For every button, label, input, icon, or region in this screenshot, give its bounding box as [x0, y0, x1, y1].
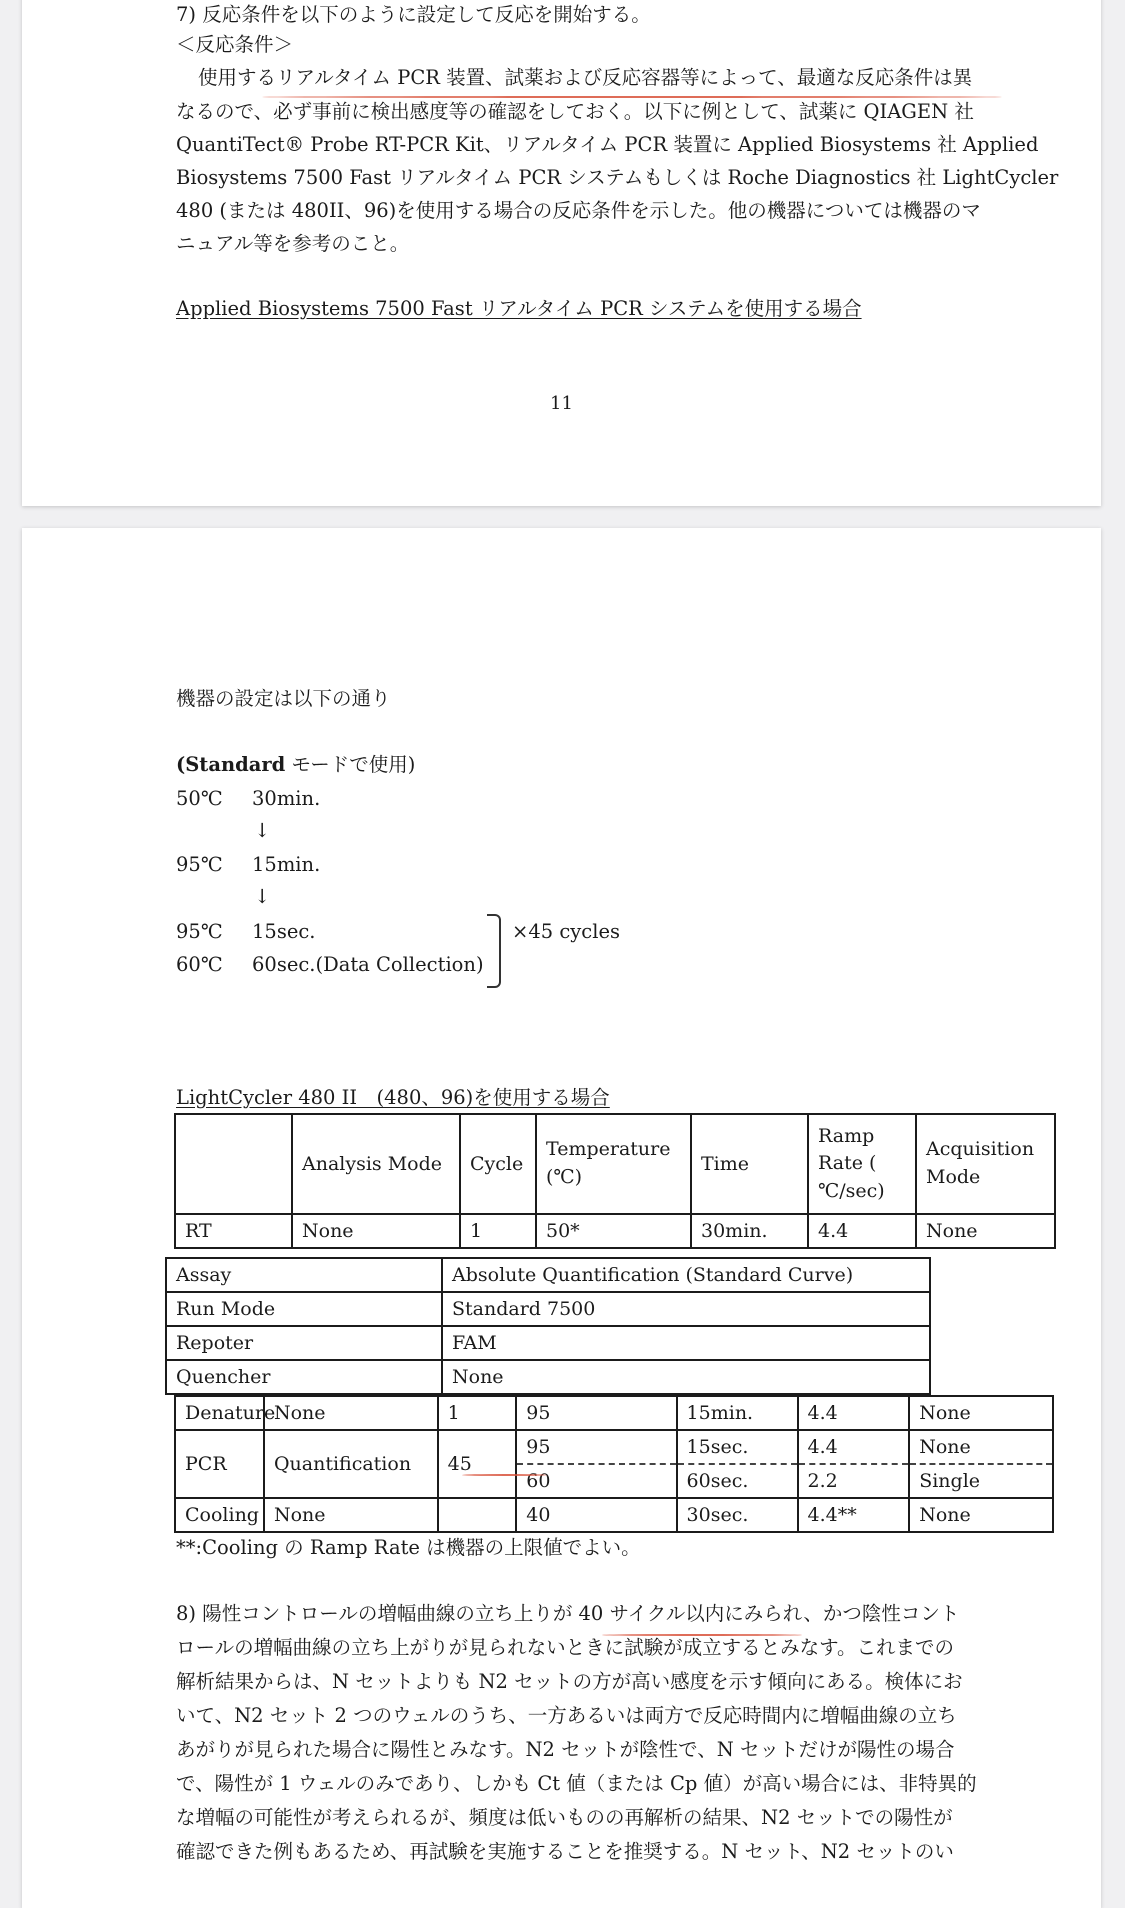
- table-cell: None: [916, 1214, 1055, 1248]
- table-cell: 40: [516, 1498, 676, 1532]
- table-cell: 95: [516, 1430, 676, 1464]
- table-cell: None: [909, 1430, 1053, 1464]
- down-arrow-icon: ↓: [254, 885, 271, 908]
- table-cell: 95: [516, 1396, 676, 1430]
- table-cell: 4.4: [808, 1214, 916, 1248]
- annotation-underline: [262, 96, 1002, 98]
- header-cell: Acquisition Mode: [916, 1114, 1055, 1214]
- annotation-underline: [462, 1474, 547, 1476]
- table-cell: 60: [516, 1464, 676, 1498]
- paragraph-line: QuantiTect® Probe RT-PCR Kit、リアルタイム PCR 装置に Applied Biosystems 社 Applied: [176, 133, 1039, 156]
- table-cell: Absolute Quantification (Standard Curve): [442, 1258, 930, 1292]
- header-cell: Time: [691, 1114, 808, 1214]
- table-cell: None: [264, 1396, 438, 1430]
- table-cell: Assay: [166, 1258, 442, 1292]
- table-cell: Denature: [175, 1396, 264, 1430]
- table-header-row: [175, 1114, 1055, 1214]
- page-number: 11: [550, 393, 573, 414]
- table-cell: None: [909, 1396, 1053, 1430]
- lightcycler-heading: LightCycler 480 II (480、96)を使用する場合: [176, 1086, 610, 1109]
- section-8-line: 確認できた例もあるため、再試験を実施することを推奨する。N セット、N2 セットのい: [176, 1840, 954, 1863]
- settings-intro: 機器の設定は以下の通り: [176, 687, 391, 710]
- header-cell: [175, 1114, 292, 1214]
- table-cell: 2.2: [798, 1464, 910, 1498]
- table-footnote: **:Cooling の Ramp Rate は機器の上限値でよい。: [176, 1536, 641, 1559]
- table-cell: None: [442, 1360, 930, 1394]
- header-cell: Temperature (℃): [536, 1114, 691, 1214]
- table-row: [166, 1360, 930, 1394]
- table-cell: PCR: [175, 1430, 264, 1498]
- table-cell: 15min.: [677, 1396, 798, 1430]
- table-cell: Standard 7500: [442, 1292, 930, 1326]
- section-8-line: ロールの増幅曲線の立ち上がりが見られないときに試験が成立するとみなす。これまでの: [176, 1636, 955, 1659]
- paragraph-line: なるので、必ず事前に検出感度等の確認をしておく。以下に例として、試薬に QIAGEN 社: [176, 100, 974, 123]
- paragraph-line: 480 (または 480II、96)を使用する場合の反応条件を示した。他の機器については機器のマ: [176, 199, 981, 222]
- table-cell: 45: [438, 1430, 517, 1498]
- table-row: [166, 1326, 930, 1360]
- annotation-underline: [602, 1634, 802, 1636]
- table-row: [175, 1430, 1053, 1464]
- table-row: [175, 1396, 1053, 1430]
- applied-biosystems-heading: Applied Biosystems 7500 Fast リアルタイム PCR システムを使用する場合: [176, 297, 862, 320]
- standard-mode-label: (Standard モードで使用): [176, 753, 416, 776]
- table-row: [175, 1498, 1053, 1532]
- paragraph-line: ニュアル等を参考のこと。: [176, 232, 410, 255]
- lightcycler-table-bottom: [174, 1395, 1054, 1533]
- down-arrow-icon: ↓: [254, 819, 271, 842]
- table-row: [166, 1292, 930, 1326]
- step-temp: 95℃: [176, 853, 223, 876]
- table-cell: None: [909, 1498, 1053, 1532]
- section-8-line: 解析結果からは、N セットよりも N2 セットの方が高い感度を示す傾向にある。検体にお: [176, 1670, 963, 1693]
- paragraph-line: 使用するリアルタイム PCR 装置、試薬および反応容器等によって、最適な反応条件は異: [198, 66, 973, 89]
- step-time: 30min.: [252, 787, 321, 810]
- section-8-line: で、陽性が 1 ウェルのみであり、しかも Ct 値（または Cp 値）が高い場合には、非特異的: [176, 1772, 977, 1795]
- table-cell: Quencher: [166, 1360, 442, 1394]
- table-row: [166, 1258, 930, 1292]
- header-cell: Cycle: [460, 1114, 536, 1214]
- paragraph-line: Biosystems 7500 Fast リアルタイム PCR システムもしくは Roche Diagnostics 社 LightCycler: [176, 166, 1059, 189]
- step-temp: 60℃: [176, 953, 223, 976]
- table-cell: 4.4: [798, 1430, 910, 1464]
- table-cell: FAM: [442, 1326, 930, 1360]
- cycle-bracket: [487, 914, 501, 988]
- cycles-label: ×45 cycles: [512, 920, 620, 943]
- table-cell: Quantification: [264, 1430, 438, 1498]
- table-cell: Single: [909, 1464, 1053, 1498]
- table-cell: [438, 1498, 517, 1532]
- document-page-11: [22, 0, 1101, 506]
- header-cell: Ramp Rate ( ℃/sec): [808, 1114, 916, 1214]
- document-page-12: [22, 528, 1101, 1908]
- step-temp: 50℃: [176, 787, 223, 810]
- step-time: 15sec.: [252, 920, 316, 943]
- section-7-line-1: 7) 反応条件を以下のように設定して反応を開始する。: [176, 3, 651, 26]
- table-row: [175, 1214, 1055, 1248]
- table-cell: None: [292, 1214, 460, 1248]
- section-8-line: な増幅の可能性が考えられるが、頻度は低いものの再解析の結果、N2 セットでの陽性が: [176, 1806, 953, 1829]
- section-8-line: あがりが見られた場合に陽性とみなす。N2 セットが陰性で、N セットだけが陽性の場合: [176, 1738, 955, 1761]
- table-cell: 1: [460, 1214, 536, 1248]
- table-cell: 4.4**: [798, 1498, 910, 1532]
- assay-settings-table: [165, 1257, 931, 1395]
- header-cell: Analysis Mode: [292, 1114, 460, 1214]
- table-cell: Run Mode: [166, 1292, 442, 1326]
- step-time: 15min.: [252, 853, 321, 876]
- table-cell: 60sec.: [677, 1464, 798, 1498]
- lightcycler-table-top: [174, 1113, 1056, 1249]
- table-cell: Cooling: [175, 1498, 264, 1532]
- step-temp: 95℃: [176, 920, 223, 943]
- table-cell: RT: [175, 1214, 292, 1248]
- table-cell: None: [264, 1498, 438, 1532]
- table-cell: 30sec.: [677, 1498, 798, 1532]
- table-cell: 15sec.: [677, 1430, 798, 1464]
- table-cell: 1: [438, 1396, 517, 1430]
- step-time: 60sec.(Data Collection): [252, 953, 484, 976]
- reaction-conditions-label: ＜反応条件＞: [176, 33, 294, 56]
- table-cell: 50*: [536, 1214, 691, 1248]
- table-cell: 30min.: [691, 1214, 808, 1248]
- table-cell: Repoter: [166, 1326, 442, 1360]
- section-8-line: いて、N2 セット 2 つのウェルのうち、一方あるいは両方で反応時間内に増幅曲線の立ち: [176, 1704, 957, 1727]
- section-8-line: 8) 陽性コントロールの増幅曲線の立ち上りが 40 サイクル以内にみられ、かつ陰性コント: [176, 1602, 960, 1625]
- table-cell: 4.4: [798, 1396, 910, 1430]
